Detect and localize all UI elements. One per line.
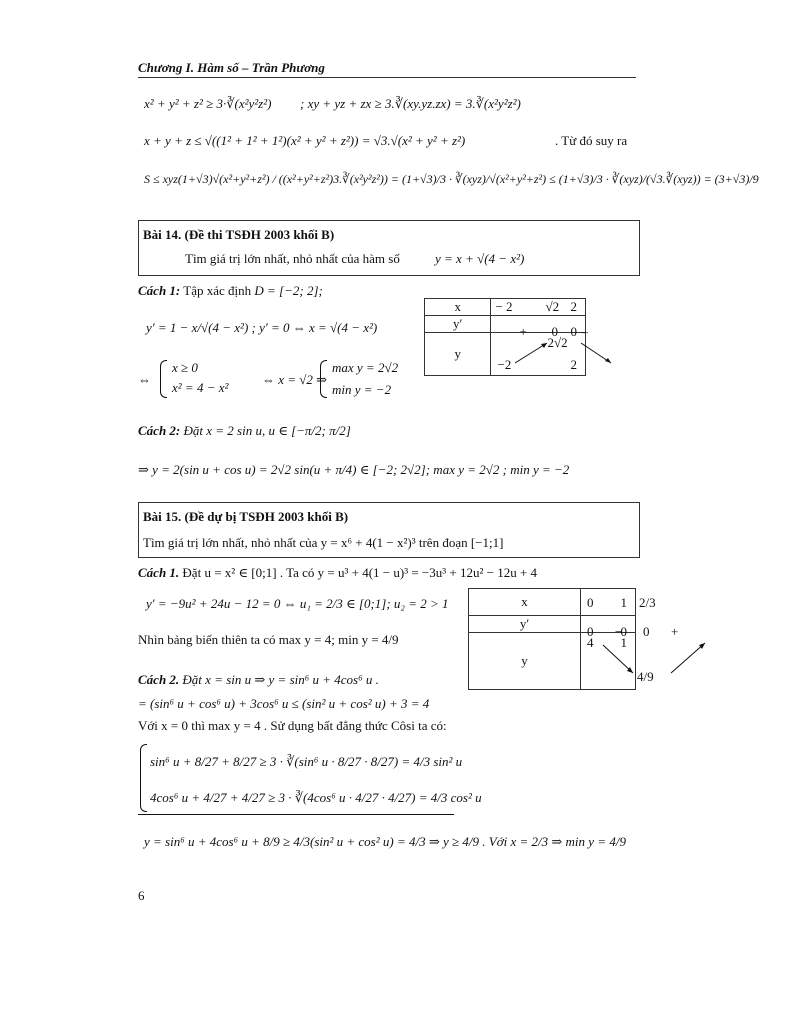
bai15-title: Bài 15. (Đề dự bị TSĐH 2003 khối B) [143,509,349,524]
bai14-max: max y = 2√2 [332,360,399,375]
bai14-maxmin-brace [320,360,327,398]
bai15-cach2-text: Đặt x = sin u ⇒ y = sin⁶ u + 4cos⁶ u . [182,672,379,687]
table-row: y −2 2√2 2 [425,333,586,376]
bai15-line-b: Với x = 0 thì max y = 4 . Sử dụng bất đẳng thức Côsi ta có: [138,718,447,733]
bai14-derivative: y′ = 1 − x/√(4 − x²) ; y′ = 0 ⇔ x = √(4 − x²) [146,320,378,335]
ineq-line-2a: x + y + z ≤ √((1² + 1² + 1²)(x² + y² + z²)) = √3.√(x² + y² + z²) [144,133,466,148]
bai15-task: Tìm giá trị lớn nhất, nhỏ nhất của y = x⁶ + 4(1 − x²)³ trên đoạn [−1;1] [143,535,504,550]
chapter-header: Chương I. Hàm số – Trần Phương [138,60,325,75]
table-row: y 4 4/9 1 [469,633,636,690]
bai14-box [138,220,640,276]
bai14-cach2-label: Cách 2: [138,423,181,438]
table-row: x − 2 √2 2 [425,299,586,316]
bai15-derivative: y′ = −9u² + 24u − 12 = 0 ⇔ u₁ = 2/3 ∈ [0;1]; u₂ = 2 > 1 [146,596,449,611]
bai14-domain: D = [−2; 2]; [254,283,323,298]
bai14-cach2-text: Đặt x = 2 sin u, u ∈ [−π/2; π/2] [183,423,351,438]
bai14-system-1: x ≥ 0 [172,360,198,375]
ineq-line-3: S ≤ xyz(1+√3)√(x²+y²+z²) / ((x²+y²+z²)3.∛(x²y²z²)) = (1+√3)/3 · ∛(xyz)/√(x²+y²+z²) ≤ (1+√3)/3 · ∛(xyz)/(√3.∛(xyz)) = (3+√3)/9 [144,172,759,186]
variation-arrows [491,333,631,375]
header-rule [138,77,636,78]
ineq-line-2b: . Từ đó suy ra [555,133,628,148]
bai14-cach1-text: Tập xác định [183,283,252,298]
bai14-title: Bài 14. (Đề thi TSĐH 2003 khối B) [143,227,335,242]
bai14-system-2: x² = 4 − x² [172,380,229,395]
ineq-line-1a: x² + y² + z² ≥ 3·∛(x²y²z²) [144,96,272,111]
bai15-ineq-1: sin⁶ u + 8/27 + 8/27 ≥ 3 · ∛(sin⁶ u · 8/27 · 8/27) = 4/3 sin² u [150,754,463,769]
bai15-ineq-brace [140,744,147,812]
bai14-cach2-line: ⇒ y = 2(sin u + cos u) = 2√2 sin(u + π/4) ∈ [−2; 2√2]; max y = 2√2 ; min y = −2 [138,462,570,477]
table-row: x 0 2/3 1 [469,589,636,616]
bai14-min: min y = −2 [332,382,392,397]
bai14-cach1-label: Cách 1: [138,283,181,298]
bai15-ineq-2: 4cos⁶ u + 4/27 + 4/27 ≥ 3 · ∛(4cos⁶ u · 4/27 · 4/27) = 4/3 cos² u [150,790,482,805]
bai15-variation-table [468,588,679,690]
bai15-line-a: = (sin⁶ u + cos⁶ u) + 3cos⁶ u ≤ (sin² u + cos² u) + 3 = 4 [138,696,430,711]
table-row: y′ 0 − 0 + 0 [469,616,636,633]
bai14-system-result: ⇔ x = √2 ⇒ [262,372,328,387]
bai15-cach2-label: Cách 2. [138,672,180,687]
bai14-func: y = x + √(4 − x²) [435,251,525,266]
bai15-cach1-text: Đặt u = x² ∈ [0;1] . Ta có y = u³ + 4(1 − u)³ = −3u³ + 12u² − 12u + 4 [182,565,538,580]
variation-arrows [581,633,727,689]
ineq-line-1b: ; xy + yz + zx ≥ 3.∛(xy.yz.zx) = 3.∛(x²y²z²) [300,96,521,111]
sum-rule [138,814,454,815]
page-number: 6 [138,888,145,903]
table-row: y′ + 0 – 0 [425,316,586,333]
bai14-task: Tìm giá trị lớn nhất, nhỏ nhất của hàm số [185,251,400,266]
bai14-system-brace [160,360,167,398]
bai15-conclusion: Nhìn bảng biến thiên ta có max y = 4; min y = 4/9 [138,632,399,647]
bai15-box [138,502,640,558]
bai14-variation-table [424,298,586,376]
bai15-final: y = sin⁶ u + 4cos⁶ u + 8/9 ≥ 4/3(sin² u + cos² u) = 4/3 ⇒ y ≥ 4/9 . Với x = 2/3 ⇒ min y = 4/9 [144,834,626,849]
bai15-cach1-label: Cách 1. [138,565,180,580]
